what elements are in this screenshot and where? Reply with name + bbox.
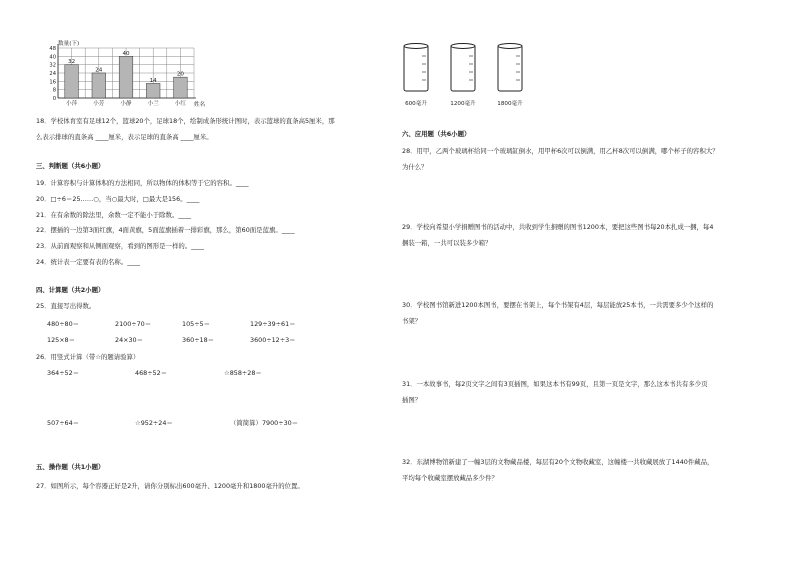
question-21: 21．在有余数的除法里，余数一定不能小于除数。____ [36,211,192,219]
question-31: 31．一本故事书，每2页文字之间有3页插图，如果这本书有99页，且第一页是文字，那么这本书共有多少页 [402,380,708,388]
calc-item: 3600÷12÷3＝ [250,336,296,344]
chart-category-label: 小萍 [65,101,78,107]
calc-item: 360÷18＝ [182,336,215,344]
calc-item: 24×30＝ [115,336,144,344]
vertical-calc-item: 507÷64＝ [47,419,80,427]
question-30: 30．学校图书馆新进1200本图书，要摆在书架上，每个书架有4层，每层能放25本书，一共需要多少个这样的 [402,301,714,309]
chart-y-tick-label: 32 [49,62,56,69]
question-30-cont: 书架？ [402,317,422,325]
section-6-heading: 六、应用题（共6小题） [402,130,471,138]
chart-bar [65,65,79,98]
chart-category-label: 小静 [120,101,132,107]
cylinder-label: 1200毫升 [450,101,476,107]
cylinder-3 [498,44,522,92]
measuring-cylinders [400,42,540,94]
chart-data-label: 14 [149,77,157,84]
question-19: 19．计算容积与计算体积的方法相同，所以物体的体积等于它的容积。____ [36,179,249,187]
question-29-cont: 捆装一箱，一共可以装多少箱？ [402,239,492,247]
calc-item: 2100÷70＝ [115,320,152,328]
cylinder-2 [451,44,475,92]
question-23: 23．从前面观察和从侧面观察，看到的图形是一样的。____ [36,242,204,250]
calc-item: 480÷80＝ [47,320,80,328]
chart-data-label: 24 [95,67,103,74]
calc-item: 125×8＝ [47,336,76,344]
vertical-calc-item: 364÷52＝ [47,369,80,377]
chart-category-label: 小芳 [93,101,105,107]
vertical-calc-item: 468÷52＝ [135,369,168,377]
chart-y-tick-label: 0 [52,96,56,102]
calc-item: 105÷5＝ [182,320,211,328]
question-28: 28．用甲，乙两个玻璃杯给同一个玻璃缸倒水，用甲杯6次可以倒满，用乙杯8次可以倒满，哪个杯子的容积大？ [402,147,719,155]
chart-data-label: 32 [68,59,76,66]
cylinder-label: 1800毫升 [497,101,523,107]
chart-y-tick-label: 40 [49,54,56,61]
question-29: 29．学校向希望小学捐赠图书的活动中，共收到学生捐赠的图书1200本，要把这些图书每20本扎成一捆，每4 [402,223,714,231]
question-32-cont: 平均每个收藏室摆放藏品多少件？ [402,474,498,482]
chart-y-tick-label: 48 [49,46,56,52]
section-3-heading: 三、判断题（共6小题） [36,162,105,170]
chart-data-label: 40 [122,50,130,57]
chart-y-tick-label: 8 [52,87,56,94]
cylinder-label: 600毫升 [405,101,427,107]
section-5-heading: 五、操作题（共1小题） [36,463,105,471]
question-26: 26．用竖式计算（带☆的题请验算） [36,353,140,361]
question-22: 22．摆插的一边第3面红旗，4面黄旗，5面蓝旗插着一排彩旗，那么，第60面是蓝旗。____ [36,226,295,234]
question-20: 20．□÷6＝25……○，当○最大时，□最大是156。____ [36,195,200,203]
chart-y-tick-label: 24 [49,71,56,77]
question-18-cont: 么表示排球的直条高 ____厘米，表示足球的直条高 ____厘米。 [36,133,213,141]
calc-item: 129÷39÷61＝ [250,320,296,328]
chart-x-axis-label: 姓名 [194,102,206,108]
vertical-calc-item: （简简算）7900÷30＝ [230,419,299,427]
chart-category-label: 小红 [174,101,187,107]
chart-bars [65,56,187,98]
chart-y-tick-label: 16 [49,79,56,86]
chart-y-axis-label: 数量(下) [58,41,80,47]
chart-bar [92,73,106,98]
question-18: 18．学校体育室有足球12个，篮球20个，足球18个，绘制成条形统计图时，表示篮球的直条高5厘米，那 [36,117,335,125]
question-32: 32．东湖博物馆新建了一幢3层的文物藏品楼，每层有20个文物收藏室，这幢楼一共收藏展放了1440件藏品， [402,458,714,466]
vertical-calc-item: ☆952÷24＝ [135,419,173,427]
vertical-calc-item: ☆858÷28＝ [224,369,262,377]
bar-chart [36,36,226,110]
cylinder-1 [404,44,428,92]
chart-category-label: 小兰 [147,101,159,107]
section-4-heading: 四、计算题（共2小题） [36,286,105,294]
chart-bar [174,77,188,98]
question-27: 27．如图所示，每个容器正好是2升，请你分别标出600毫升、1200毫升和1800毫升的位置。 [36,482,304,490]
question-28-cont: 为什么？ [402,163,428,171]
question-24: 24．统计表一定要有表的名称。____ [36,258,140,266]
chart-data-label: 20 [176,71,184,78]
chart-bar [146,83,160,98]
question-25: 25．直接写出得数。 [36,302,96,310]
question-31-cont: 插图？ [402,396,422,404]
chart-bar [119,56,133,98]
